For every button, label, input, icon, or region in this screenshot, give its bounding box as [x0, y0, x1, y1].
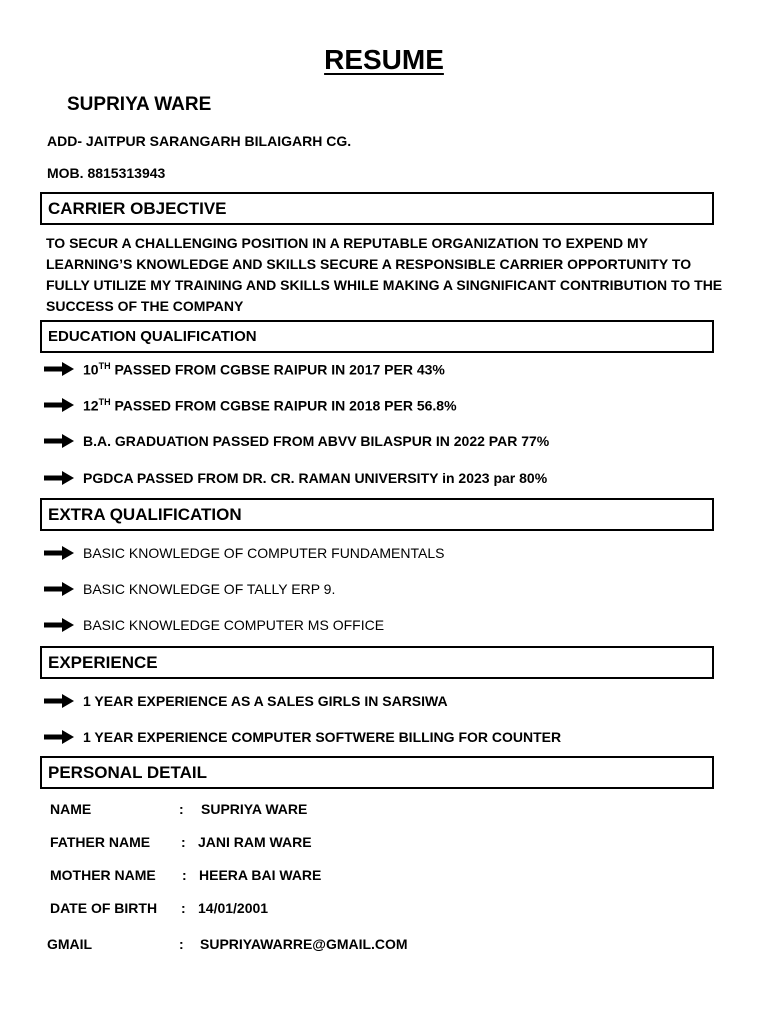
candidate-name: SUPRIYA WARE: [67, 94, 212, 115]
section-heading-objective: [40, 192, 714, 225]
experience-item-text: 1 YEAR EXPERIENCE COMPUTER SOFTWERE BILLING FOR COUNTER: [83, 729, 562, 745]
section-heading-label: CARRIER OBJECTIVE: [48, 198, 227, 218]
right-arrow-icon: [44, 730, 74, 744]
personal-separator: :: [182, 867, 187, 883]
extra-item: [44, 581, 335, 597]
personal-value: SUPRIYAWARRE@GMAIL.COM: [200, 936, 408, 952]
personal-separator: :: [181, 900, 186, 916]
personal-label: DATE OF BIRTH: [50, 900, 158, 916]
personal-row-mother: [50, 867, 550, 887]
personal-value: JANI RAM WARE: [198, 834, 312, 850]
section-heading-label: EXTRA QUALIFICATION: [48, 504, 242, 524]
address-line: ADD- JAITPUR SARANGARH BILAIGARH CG.: [47, 133, 352, 149]
right-arrow-icon: [44, 362, 74, 376]
right-arrow-icon: [44, 546, 74, 560]
personal-label: NAME: [50, 801, 92, 817]
section-heading-education: [40, 320, 714, 353]
right-arrow-icon: [44, 618, 74, 632]
page-title: RESUME: [324, 44, 444, 75]
experience-item: [44, 693, 448, 709]
mobile-line: MOB. 8815313943: [47, 165, 166, 181]
right-arrow-icon: [44, 694, 74, 708]
section-heading-label: EDUCATION QUALIFICATION: [48, 328, 257, 345]
personal-separator: :: [181, 834, 186, 850]
personal-separator: :: [179, 801, 184, 817]
section-heading-label: EXPERIENCE: [48, 652, 158, 672]
experience-item-text: 1 YEAR EXPERIENCE AS A SALES GIRLS IN SARSIWA: [83, 693, 448, 709]
extra-item-text: BASIC KNOWLEDGE OF COMPUTER FUNDAMENTALS: [83, 545, 445, 561]
right-arrow-icon: [44, 434, 74, 448]
right-arrow-icon: [44, 398, 74, 412]
objective-text: TO SECUR A CHALLENGING POSITION IN A REPUTABLE ORGANIZATION TO EXPEND MY LEARNING’S KNOWLEDGE AND SKILLS SECURE A RESPONSIBLE CARRIER OPPORTUNITY TO FULLY UTILIZE MY TRAINING AND SKILLS WHILE MAKING A SINGNIFICANT CONTRIBUTION TO THE SUCCESS OF THE COMPANY: [46, 235, 723, 314]
right-arrow-icon: [44, 582, 74, 596]
education-item-text: 12TH PASSED FROM CGBSE RAIPUR IN 2018 PER 56.8%: [83, 397, 457, 414]
section-heading-label: PERSONAL DETAIL: [48, 762, 207, 782]
education-item: [44, 433, 549, 449]
section-heading-personal: [40, 756, 714, 789]
personal-value: SUPRIYA WARE: [201, 801, 308, 817]
personal-label: GMAIL: [47, 936, 93, 952]
extra-item-text: BASIC KNOWLEDGE COMPUTER MS OFFICE: [83, 617, 385, 633]
education-item: [44, 361, 445, 378]
experience-item: [44, 729, 561, 745]
personal-row-name: [50, 801, 550, 821]
personal-row-father: [50, 834, 550, 854]
right-arrow-icon: [44, 471, 74, 485]
education-item: [44, 397, 457, 414]
education-item-text: B.A. GRADUATION PASSED FROM ABVV BILASPUR IN 2022 PAR 77%: [83, 433, 550, 449]
section-heading-experience: [40, 646, 714, 679]
extra-item: [44, 545, 444, 561]
personal-label: FATHER NAME: [50, 834, 151, 850]
education-item-text: 10TH PASSED FROM CGBSE RAIPUR IN 2017 PER 43%: [83, 361, 445, 378]
extra-item-text: BASIC KNOWLEDGE OF TALLY ERP 9.: [83, 581, 336, 597]
personal-value: HEERA BAI WARE: [199, 867, 322, 883]
personal-row-dob: [50, 900, 550, 920]
extra-item: [44, 617, 384, 633]
personal-value: 14/01/2001: [198, 900, 269, 916]
personal-row-gmail: [47, 936, 547, 956]
personal-separator: :: [179, 936, 184, 952]
education-item-text: PGDCA PASSED FROM DR. CR. RAMAN UNIVERSITY in 2023 par 80%: [83, 470, 548, 486]
section-heading-extra: [40, 498, 714, 531]
education-item: [44, 470, 547, 486]
personal-label: MOTHER NAME: [50, 867, 156, 883]
